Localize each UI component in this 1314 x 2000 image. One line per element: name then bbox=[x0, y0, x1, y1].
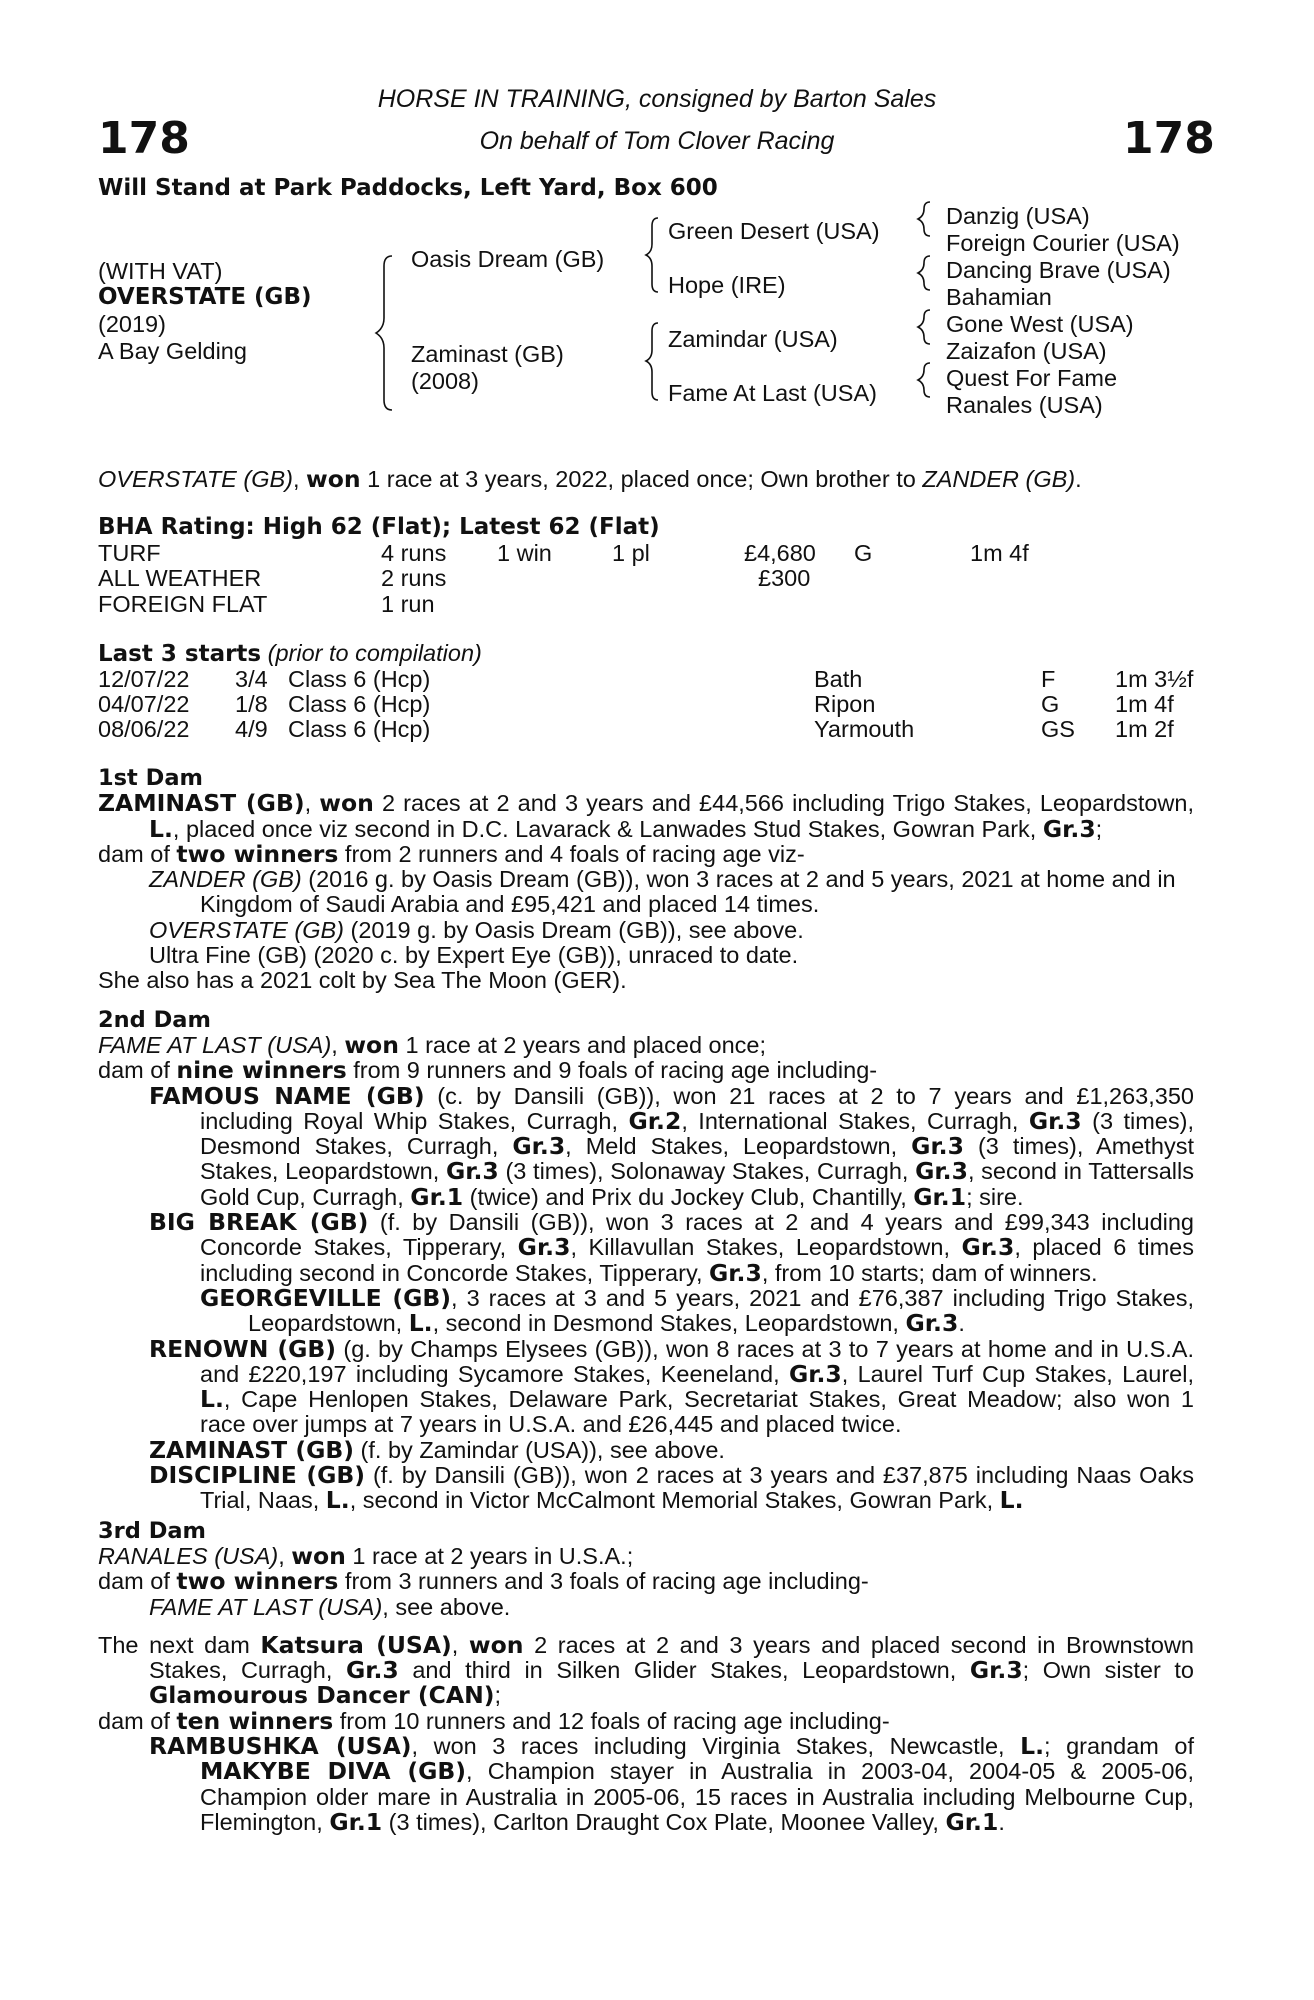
text: (f. by Zamindar (USA)), see above. bbox=[354, 1436, 725, 1463]
text: (3 times), Amethyst Stakes, Leopardstown, bbox=[200, 1133, 1194, 1185]
text: , placed 6 times including second in Concorde Stakes, Tipperary, bbox=[200, 1234, 1194, 1286]
dam-name: Katsura (USA) bbox=[260, 1630, 452, 1659]
start-going: F bbox=[1041, 666, 1056, 692]
pedigree-notes bbox=[98, 766, 1194, 1835]
progeny-name: FAME AT LAST (USA) bbox=[149, 1593, 383, 1620]
start-course: Bath bbox=[814, 666, 863, 692]
text: . bbox=[958, 1310, 965, 1337]
text: The next dam bbox=[98, 1631, 261, 1658]
last-starts-table bbox=[98, 666, 1198, 746]
text: , International Stakes, Curragh, bbox=[681, 1107, 1029, 1134]
text: and third in Silken Glider Stakes, Leopardstown, bbox=[398, 1657, 970, 1684]
text: (f. by Dansili (GB)), won 2 races at 3 years and £37,875 including Naas Oaks Trial, Naas, bbox=[200, 1462, 1194, 1514]
rating-row bbox=[98, 565, 1198, 591]
pedigree-gen3-4: Bahamian bbox=[946, 284, 1052, 310]
progeny-discipline bbox=[98, 1463, 1194, 1514]
won-label: won bbox=[344, 1030, 399, 1059]
vat-note: (WITH VAT) bbox=[98, 258, 223, 284]
grade: Gr.3 bbox=[709, 1258, 762, 1287]
grade: Gr.3 bbox=[345, 1656, 399, 1685]
text: , second in Victor McCalmont Memorial Stakes, Gowran Park, bbox=[349, 1487, 1000, 1514]
rating-row bbox=[98, 591, 1198, 617]
horse-name: OVERSTATE (GB) bbox=[98, 284, 312, 310]
pedigree-dam-dam: Fame At Last (USA) bbox=[668, 380, 877, 406]
summary-text: 1 race at 3 years, 2022, placed once; Own brother to bbox=[360, 466, 923, 492]
text: dam of bbox=[98, 1568, 177, 1595]
rating-surface: FOREIGN FLAT bbox=[98, 591, 268, 617]
text: ; bbox=[494, 1682, 502, 1709]
rating-runs: 4 runs bbox=[381, 540, 447, 566]
rating-going: G bbox=[854, 540, 873, 566]
start-course: Ripon bbox=[814, 691, 876, 717]
first-dam-produce bbox=[98, 839, 1194, 868]
grade: Gr.3 bbox=[911, 1132, 964, 1161]
summary-won: won bbox=[306, 465, 361, 493]
rating-earnings: £300 bbox=[758, 565, 811, 591]
grade: Gr.2 bbox=[628, 1106, 682, 1135]
start-course: Yarmouth bbox=[814, 716, 915, 742]
start-row bbox=[98, 666, 1198, 692]
progeny-big-break bbox=[98, 1210, 1194, 1286]
third-dam-heading: 3rd Dam bbox=[98, 1517, 206, 1544]
grade: Gr.3 bbox=[1042, 814, 1096, 843]
rating-runs: 1 run bbox=[381, 591, 435, 617]
grade: Gr.1 bbox=[410, 1182, 464, 1211]
grade: Gr.3 bbox=[517, 1233, 571, 1262]
text: from 10 runners and 12 foals of racing age including- bbox=[333, 1707, 890, 1734]
progeny-zander bbox=[98, 867, 1194, 918]
start-distance: 1m 3½f bbox=[1115, 666, 1194, 692]
pedigree-gen3-3: Dancing Brave (USA) bbox=[946, 257, 1171, 283]
text: , see above. bbox=[382, 1593, 511, 1620]
rating-wins: 1 win bbox=[497, 540, 552, 566]
grade: Gr.3 bbox=[788, 1359, 842, 1388]
page-subtitle: On behalf of Tom Clover Racing bbox=[479, 127, 835, 155]
dam-name: RANALES (USA) bbox=[98, 1542, 279, 1569]
progeny-name: GEORGEVILLE (GB) bbox=[200, 1283, 452, 1312]
rating-runs: 2 runs bbox=[381, 565, 447, 591]
grade: Gr.3 bbox=[445, 1157, 499, 1186]
brace-sire bbox=[646, 218, 658, 292]
dam-name: FAME AT LAST (USA) bbox=[98, 1031, 332, 1058]
pedigree-sire-dam: Hope (IRE) bbox=[668, 272, 786, 298]
text: from 3 runners and 3 foals of racing age including- bbox=[338, 1568, 869, 1595]
progeny-name: RAMBUSHKA (USA) bbox=[149, 1731, 412, 1760]
summary-horse-name: OVERSTATE (GB) bbox=[98, 466, 293, 492]
text: , from 10 starts; dam of winners. bbox=[761, 1259, 1098, 1286]
pedigree-dam-year: (2008) bbox=[411, 368, 479, 394]
rating-surface: ALL WEATHER bbox=[98, 565, 262, 591]
lot-number-left: 178 bbox=[98, 113, 190, 164]
brace-gen1 bbox=[376, 256, 392, 410]
second-dam-heading: 2nd Dam bbox=[98, 1006, 211, 1033]
start-going: GS bbox=[1041, 716, 1075, 742]
start-class: Class 6 (Hcp) bbox=[288, 666, 431, 692]
summary-end: . bbox=[1075, 466, 1082, 492]
grade: Gr.1 bbox=[913, 1182, 967, 1211]
last-starts-title: Last 3 starts bbox=[98, 641, 262, 667]
won-label: won bbox=[319, 789, 374, 818]
rating-distance: 1m 4f bbox=[970, 540, 1029, 566]
progeny-fame-at-last bbox=[98, 1595, 1194, 1620]
text: dam of bbox=[98, 1057, 177, 1084]
rating-row bbox=[98, 540, 1198, 566]
text: from 2 runners and 4 foals of racing age viz- bbox=[338, 840, 805, 867]
rating-heading: BHA Rating: High 62 (Flat); Latest 62 (Flat) bbox=[98, 514, 660, 540]
grade: L. bbox=[149, 814, 173, 843]
pedigree-gen3-8: Ranales (USA) bbox=[946, 392, 1103, 418]
text: ; sire. bbox=[966, 1183, 1024, 1210]
text: 1 race at 2 years and placed once; bbox=[398, 1031, 767, 1058]
grade: L. bbox=[325, 1486, 350, 1515]
next-dam-record bbox=[98, 1630, 1195, 1710]
text: , Cape Henlopen Stakes, Delaware Park, Secretariat Stakes, Great Meadow; also won 1 race over jumps at 7 years in U.S.A. and £26,445 and placed twice. bbox=[200, 1386, 1194, 1438]
second-dam-record bbox=[98, 1030, 1194, 1059]
text: (g. by Champs Elysees (GB)), won 8 races at 3 to 7 years at home and in U.S.A. and £220,197 including Sycamore Stakes, Keeneland, bbox=[200, 1335, 1194, 1387]
text: . bbox=[998, 1808, 1005, 1835]
brace-g3-4 bbox=[918, 363, 930, 397]
brace-g3-1 bbox=[918, 202, 930, 236]
brace-g3-3 bbox=[918, 310, 930, 344]
pedigree-gen3-6: Zaizafon (USA) bbox=[946, 338, 1107, 364]
start-row bbox=[98, 716, 1198, 742]
page-title: HORSE IN TRAINING, consigned by Barton Sales bbox=[377, 85, 937, 113]
text: , Laurel Turf Cup Stakes, Laurel, bbox=[841, 1360, 1194, 1387]
pedigree-dam-sire: Zamindar (USA) bbox=[668, 326, 838, 352]
horse-description: A Bay Gelding bbox=[98, 338, 247, 364]
grade: L. bbox=[999, 1486, 1024, 1515]
progeny-name: ZAMINAST (GB) bbox=[149, 1435, 355, 1464]
text: , second in Tattersalls Gold Cup, Curragh, bbox=[200, 1158, 1194, 1210]
text: (twice) and Prix du Jockey Club, Chantilly, bbox=[463, 1183, 914, 1210]
winners-count: nine winners bbox=[176, 1056, 347, 1085]
first-dam-heading: 1st Dam bbox=[98, 765, 203, 791]
pedigree-gen3-5: Gone West (USA) bbox=[946, 311, 1134, 337]
grandprogeny-name: MAKYBE DIVA (GB) bbox=[200, 1757, 467, 1786]
start-position: 3/4 bbox=[235, 666, 268, 692]
text: (3 times), Solonaway Stakes, Curragh, bbox=[498, 1158, 916, 1185]
pedigree-sire: Oasis Dream (GB) bbox=[411, 246, 605, 272]
progeny-zaminast bbox=[98, 1435, 1194, 1464]
lot-number-right: 178 bbox=[1123, 113, 1215, 164]
progeny-name: OVERSTATE (GB) bbox=[149, 916, 344, 943]
grade: Gr.3 bbox=[1028, 1106, 1082, 1135]
first-dam-also: She also has a 2021 colt by Sea The Moon (GER). bbox=[98, 967, 627, 994]
text: , bbox=[451, 1631, 469, 1658]
race-summary: OVERSTATE (GB), won 1 race at 3 years, 2022, placed once; Own brother to ZANDER (GB). bbox=[98, 465, 1082, 493]
text: dam of bbox=[98, 840, 177, 867]
text: , bbox=[278, 1542, 292, 1569]
next-dam-produce bbox=[98, 1706, 1194, 1735]
text: (2016 g. by Oasis Dream (GB)), won 3 races at 2 and 5 years, 2021 at home and in Kingdom of Saudi Arabia and £95,421 and placed 14 times. bbox=[200, 866, 1176, 918]
start-going: G bbox=[1041, 691, 1060, 717]
third-dam-produce bbox=[98, 1569, 1194, 1594]
grade: Gr.1 bbox=[945, 1807, 999, 1836]
first-dam-record bbox=[98, 791, 1194, 842]
winners-count: two winners bbox=[176, 839, 339, 868]
rating-surface: TURF bbox=[98, 540, 161, 566]
text: (f. by Dansili (GB)), won 3 races at 2 and 4 years and £99,343 including Concorde Stakes, Tipperary, bbox=[200, 1209, 1195, 1261]
winners-count: two winners bbox=[176, 1567, 339, 1596]
progeny-rambushka bbox=[98, 1731, 1195, 1836]
brace-dam bbox=[646, 323, 658, 400]
grade: Gr.3 bbox=[961, 1233, 1015, 1262]
grade: Gr.3 bbox=[969, 1656, 1023, 1685]
start-position: 4/9 bbox=[235, 716, 268, 742]
progeny-name: BIG BREAK (GB) bbox=[149, 1208, 369, 1237]
start-position: 1/8 bbox=[235, 691, 268, 717]
location: Will Stand at Park Paddocks, Left Yard, Box 600 bbox=[98, 175, 718, 201]
rating-table bbox=[98, 540, 1198, 630]
pedigree-gen3-7: Quest For Fame bbox=[946, 365, 1118, 391]
text: 1 race at 2 years in U.S.A.; bbox=[345, 1542, 634, 1569]
text: , placed once viz second in D.C. Lavarack & Lanwades Stud Stakes, Gowran Park, bbox=[172, 815, 1043, 842]
start-distance: 1m 4f bbox=[1115, 691, 1174, 717]
text: , 3 races at 3 and 5 years, 2021 and £76,387 including Trigo Stakes, Leopardstown, bbox=[248, 1284, 1194, 1337]
pedigree-gen3-2: Foreign Courier (USA) bbox=[946, 230, 1180, 256]
winners-count: ten winners bbox=[176, 1706, 334, 1735]
start-class: Class 6 (Hcp) bbox=[288, 716, 431, 742]
grade: Gr.1 bbox=[329, 1807, 383, 1836]
text: , Champion stayer in Australia in 2003-04, 2004-05 & 2005-06, Champion older mare in Australia in 2005-06, 15 races in Australia including Melbourne Cup, Flemington, bbox=[200, 1758, 1195, 1835]
grade: Gr.3 bbox=[905, 1309, 959, 1338]
start-date: 08/06/22 bbox=[98, 716, 190, 742]
progeny-name: FAMOUS NAME (GB) bbox=[149, 1081, 425, 1110]
text: (3 times), Carlton Draught Cox Plate, Moonee Valley, bbox=[382, 1808, 946, 1835]
brace-g3-2 bbox=[918, 256, 930, 290]
start-date: 04/07/22 bbox=[98, 691, 190, 717]
text: ; Own sister to bbox=[1022, 1657, 1195, 1684]
second-dam-produce bbox=[98, 1058, 1194, 1083]
text: dam of bbox=[98, 1707, 177, 1734]
rating-earnings: £4,680 bbox=[744, 540, 816, 566]
third-dam-record bbox=[98, 1541, 1194, 1570]
last-starts-heading bbox=[98, 640, 482, 667]
text: ; grandam of bbox=[1044, 1732, 1194, 1759]
last-starts-note: (prior to compilation) bbox=[267, 640, 482, 666]
start-row bbox=[98, 691, 1198, 717]
text: from 9 runners and 9 foals of racing age including- bbox=[346, 1057, 878, 1084]
grade: Gr.3 bbox=[915, 1157, 968, 1186]
pedigree-braces bbox=[0, 0, 1314, 420]
progeny-famous-name bbox=[98, 1081, 1194, 1211]
text: (2019 g. by Oasis Dream (GB)), see above. bbox=[343, 916, 804, 943]
grade: L. bbox=[408, 1309, 433, 1338]
progeny-renown bbox=[98, 1334, 1194, 1438]
text: (c. by Dansili (GB)), won 21 races at 2 to 7 years and £1,263,350 including Royal Whip Stakes, Curragh, bbox=[200, 1082, 1194, 1134]
won-label: won bbox=[468, 1630, 524, 1659]
text: , second in Desmond Stakes, Leopardstown, bbox=[432, 1310, 906, 1337]
horse-year: (2019) bbox=[98, 311, 166, 337]
start-distance: 1m 2f bbox=[1115, 716, 1174, 742]
grade: Gr.3 bbox=[512, 1132, 566, 1161]
progeny-georgeville bbox=[98, 1283, 1194, 1338]
pedigree-dam: Zaminast (GB) bbox=[411, 341, 564, 367]
text: , won 3 races including Virginia Stakes, Newcastle, bbox=[411, 1732, 1021, 1759]
start-date: 12/07/22 bbox=[98, 666, 190, 692]
text: , Killavullan Stakes, Leopardstown, bbox=[570, 1234, 962, 1261]
start-class: Class 6 (Hcp) bbox=[288, 691, 431, 717]
progeny-name: DISCIPLINE (GB) bbox=[149, 1461, 366, 1490]
sibling-name: Glamourous Dancer (CAN) bbox=[149, 1681, 495, 1710]
text: (3 times), Desmond Stakes, Curragh, bbox=[200, 1107, 1194, 1160]
won-label: won bbox=[291, 1541, 346, 1570]
text: , bbox=[331, 1031, 345, 1058]
text: ; bbox=[1095, 815, 1103, 842]
progeny-name: RENOWN (GB) bbox=[149, 1334, 337, 1363]
grade: L. bbox=[1020, 1731, 1045, 1760]
text: 2 races at 2 and 3 years and placed second in Brownstown Stakes, Curragh, bbox=[149, 1631, 1195, 1684]
progeny-name: ZANDER (GB) bbox=[149, 866, 302, 893]
rating-placed: 1 pl bbox=[612, 540, 650, 566]
summary-brother: ZANDER (GB) bbox=[922, 466, 1076, 492]
progeny-overstate bbox=[98, 918, 1194, 943]
grade: L. bbox=[200, 1385, 224, 1414]
pedigree-gen3-1: Danzig (USA) bbox=[946, 203, 1090, 229]
pedigree-sire-sire: Green Desert (USA) bbox=[668, 218, 880, 244]
progeny-ultra-fine: Ultra Fine (GB) (2020 c. by Expert Eye (GB)), unraced to date. bbox=[149, 942, 799, 969]
text: 2 races at 2 and 3 years and £44,566 including Trigo Stakes, Leopardstown, bbox=[373, 790, 1195, 817]
text: , Meld Stakes, Leopardstown, bbox=[565, 1133, 912, 1160]
text: , bbox=[304, 790, 320, 817]
first-dam-name: ZAMINAST (GB) bbox=[98, 789, 305, 818]
